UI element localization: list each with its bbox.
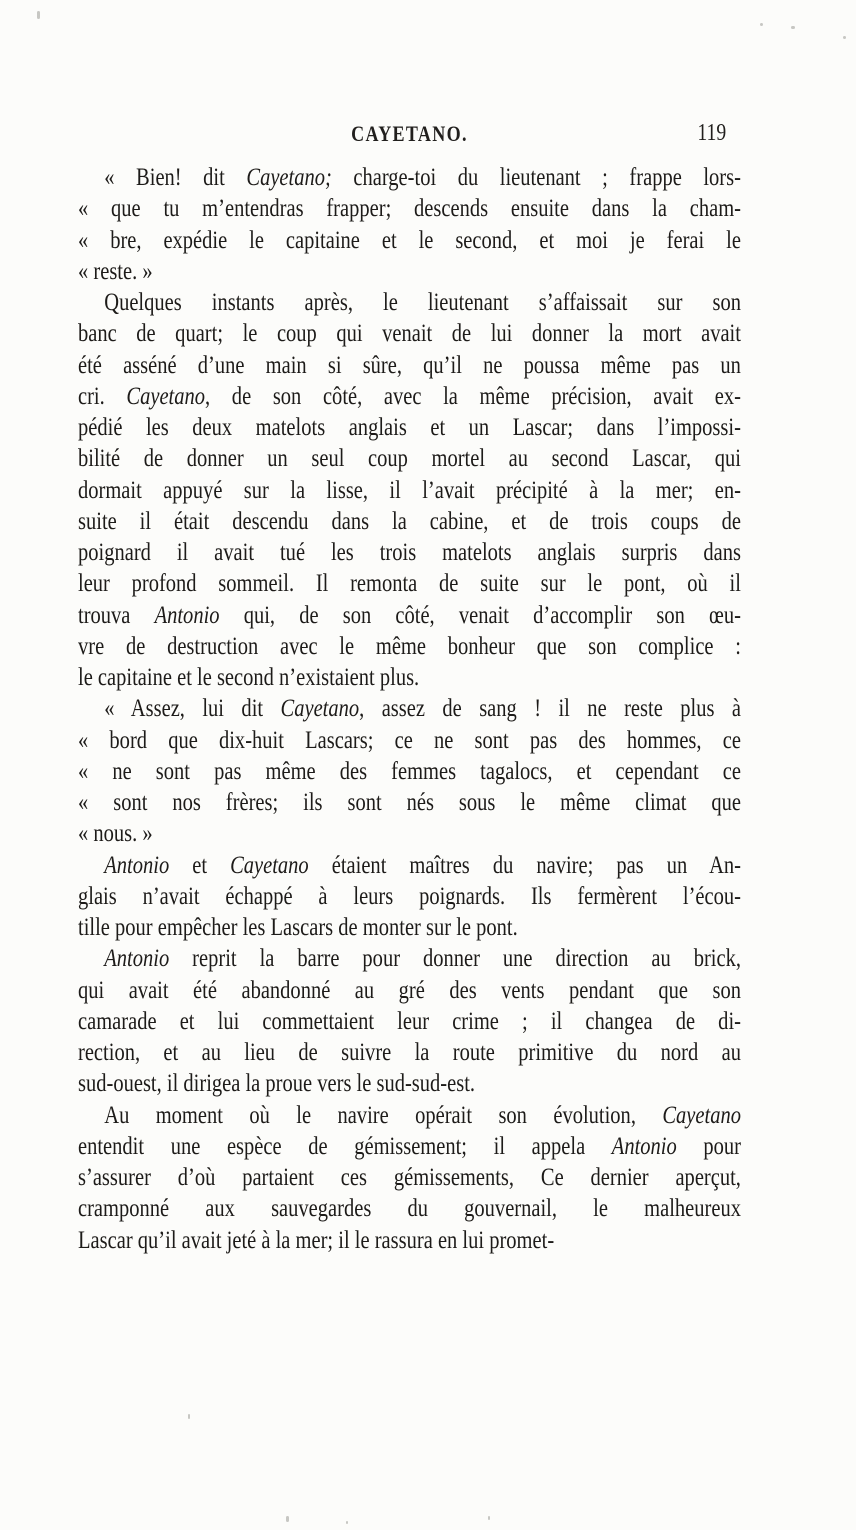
text-line: « ne sont pas même des femmes tagalocs, et cependant ce [78,757,741,785]
text-line: Quelques instants après, le lieutenant s’affaissait sur son [104,289,741,316]
page-body [78,162,741,1256]
scan-speck [488,1516,490,1520]
text-line: « Assez, lui dit Cayetano, assez de sang ! il ne reste plus à [104,695,741,723]
text-line: « nous. » [78,820,153,848]
text-line: camarade et lui commettaient leur crime ; il changea de di- [78,1007,741,1035]
text-line: le capitaine et le second n’existaient plus. [78,664,420,691]
text-line: poignard il avait tué les trois matelots anglais surpris dans [78,539,741,566]
scan-speck [286,1516,289,1522]
text-line: dormait appuyé sur la lisse, il l’avait précipité à la mer; en- [78,476,741,504]
text-line: tille pour empêcher les Lascars de monter sur le pont. [78,914,518,941]
running-title: CAYETANO. [351,121,468,146]
text-line: vre de destruction avec le même bonheur que son complice : [78,632,742,660]
scan-speck [188,1414,190,1419]
text-line: Au moment où le navire opérait son évolution, Cayetano [104,1101,741,1129]
scan-speck [760,23,763,26]
text-line: glais n’avait échappé à leurs poignards. Ils fermèrent l’écou- [78,882,741,910]
page-content [78,120,741,1256]
text-line: banc de quart; le coup qui venait de lui donner la mort avait [78,320,741,348]
text-line: s’assurer d’où partaient ces gémissements, Ce dernier aperçut, [78,1164,741,1191]
text-line: « bre, expédie le capitaine et le second, et moi je ferai le [78,226,741,254]
text-line: entendit une espèce de gémissement; il appela Antonio pour [78,1132,742,1160]
text-line: leur profond sommeil. Il remonta de suite sur le pont, où il [78,570,741,598]
text-line: trouva Antonio qui, de son côté, venait d’accomplir son œu- [78,601,741,629]
text-line: suite il était descendu dans la cabine, et de trois coups de [78,507,741,535]
text-line: sud-ouest, il dirigea la proue vers le sud-sud-est. [78,1070,476,1098]
scan-speck [791,26,795,29]
scan-speck [843,36,846,39]
scan-speck [37,11,40,19]
text-line: « sont nos frères; ils sont nés sous le même climat que [78,789,742,816]
text-line: bilité de donner un seul coup mortel au second Lascar, qui [78,445,741,473]
text-line: « Bien! dit Cayetano; charge-toi du lieutenant ; frappe lors- [104,164,741,191]
text-line: « reste. » [78,257,153,285]
text-line: Antonio et Cayetano étaient maîtres du navire; pas un An- [104,851,742,879]
text-line: « que tu m’entendras frapper; descends ensuite dans la cham- [78,195,742,223]
page-number: 119 [697,120,727,146]
text-line: pédié les deux matelots anglais et un Lascar; dans l’impossi- [78,414,741,441]
text-line: rection, et au lieu de suivre la route primitive du nord au [78,1039,741,1066]
scan-speck [346,1521,348,1524]
text-line: Antonio reprit la barre pour donner une direction au brick, [104,945,741,973]
text-line: cramponné aux sauvegardes du gouvernail, le malheureux [78,1195,741,1223]
text-line: Lascar qu’il avait jeté à la mer; il le rassura en lui promet- [78,1226,555,1254]
text-line: qui avait été abandonné au gré des vents pendant que son [78,976,742,1004]
text-line: « bord que dix-huit Lascars; ce ne sont pas des hommes, ce [78,726,741,754]
running-header [78,120,741,162]
text-line: été asséné d’une main si sûre, qu’il ne poussa même pas un [78,351,741,379]
text-line: cri. Cayetano, de son côté, avec la même précision, avait ex- [78,382,741,410]
